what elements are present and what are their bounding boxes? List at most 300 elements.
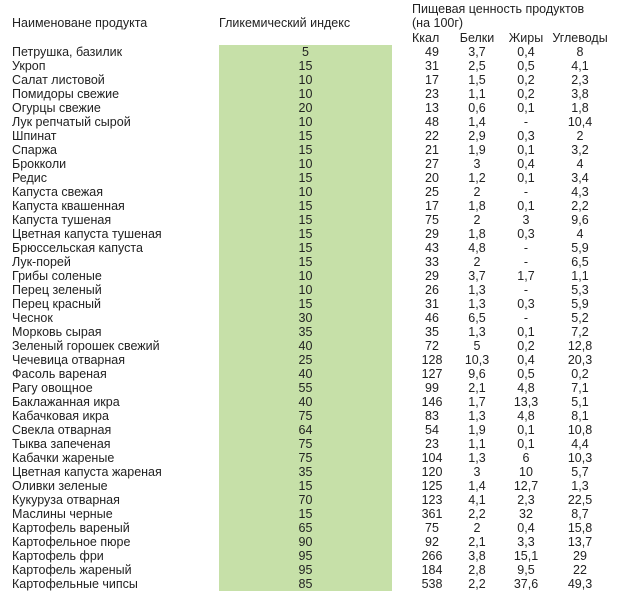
kcal-cell: 13 [425, 101, 439, 115]
kcal-cell: 54 [425, 423, 439, 437]
carbs-cell: 3,4 [571, 171, 589, 185]
table-row [12, 339, 610, 353]
kcal-cell: 23 [425, 437, 439, 451]
fat-cell: 37,6 [513, 577, 539, 591]
product-name-cell: Цветная капуста тушеная [12, 227, 162, 241]
carbs-cell: 4,3 [571, 185, 589, 199]
glycemic-index-cell: 75 [219, 409, 392, 423]
glycemic-index-table [12, 0, 610, 591]
carbs-cell: 5,7 [571, 465, 589, 479]
header-kcal: Ккал [412, 31, 440, 45]
kcal-cell: 120 [421, 465, 443, 479]
spacer-cell [392, 59, 412, 73]
product-name-cell: Рагу овощное [12, 381, 93, 395]
spacer-cell [392, 199, 412, 213]
spacer-cell [392, 549, 412, 563]
protein-cell: 3,8 [468, 549, 486, 563]
spacer-cell [392, 353, 412, 367]
table-row [12, 199, 610, 213]
table-row [12, 269, 610, 283]
product-name-cell: Кукуруза отварная [12, 493, 120, 507]
product-name-cell: Картофельное пюре [12, 535, 131, 549]
spacer-cell [392, 87, 412, 101]
product-name-cell: Укроп [12, 59, 46, 73]
header-row-top [12, 0, 610, 30]
carbs-cell: 1,1 [571, 269, 589, 283]
glycemic-index-cell: 10 [219, 185, 392, 199]
protein-cell: 3,7 [468, 269, 486, 283]
table-row [12, 311, 610, 325]
table-row [12, 241, 610, 255]
spacer-cell [392, 73, 412, 87]
spacer-cell [392, 101, 412, 115]
fat-cell: 1,7 [517, 269, 535, 283]
header-nutrition [412, 0, 610, 30]
spacer-cell [392, 129, 412, 143]
carbs-cell: 0,2 [571, 367, 589, 381]
glycemic-index-cell: 15 [219, 129, 392, 143]
protein-cell: 1,2 [468, 171, 486, 185]
kcal-cell: 266 [421, 549, 443, 563]
header-spacer [392, 0, 412, 45]
spacer-cell [392, 283, 412, 297]
spacer-cell [392, 325, 412, 339]
glycemic-index-cell: 15 [219, 171, 392, 185]
table-row [12, 395, 610, 409]
fat-cell: 0,2 [517, 73, 535, 87]
table-row [12, 87, 610, 101]
fat-cell: 0,3 [517, 297, 535, 311]
protein-cell: 1,3 [468, 297, 486, 311]
product-name-cell: Картофель жареный [12, 563, 132, 577]
header-nutrition-line2: (на 100г) [412, 16, 464, 30]
product-name-cell: Чечевица отварная [12, 353, 125, 367]
carbs-cell: 3,2 [571, 143, 589, 157]
glycemic-index-cell: 55 [219, 381, 392, 395]
protein-cell: 2,1 [468, 381, 486, 395]
table-row [12, 115, 610, 129]
product-name-cell: Капуста свежая [12, 185, 104, 199]
carbs-cell: 3,8 [571, 87, 589, 101]
product-name-cell: Спаржа [12, 143, 58, 157]
spacer-cell [392, 437, 412, 451]
table-row [12, 493, 610, 507]
carbs-cell: 8,1 [571, 409, 589, 423]
glycemic-index-cell: 95 [219, 549, 392, 563]
glycemic-index-cell: 75 [219, 437, 392, 451]
table-row [12, 451, 610, 465]
header-fat: Жиры [508, 31, 544, 45]
fat-cell: 2,3 [517, 493, 535, 507]
product-name-cell: Перец зеленый [12, 283, 102, 297]
spacer-cell [392, 381, 412, 395]
product-name-cell: Брюссельская капуста [12, 241, 143, 255]
glycemic-index-cell: 15 [219, 241, 392, 255]
carbs-cell: 10,3 [567, 451, 593, 465]
kcal-cell: 75 [425, 213, 439, 227]
protein-cell: 1,3 [468, 283, 486, 297]
table-row [12, 577, 610, 591]
carbs-cell: 22 [573, 563, 587, 577]
carbs-cell: 7,2 [571, 325, 589, 339]
kcal-cell: 17 [425, 199, 439, 213]
glycemic-index-cell: 35 [219, 465, 392, 479]
spacer-cell [392, 171, 412, 185]
protein-cell: 2,5 [468, 59, 486, 73]
fat-cell: 4,8 [517, 381, 535, 395]
product-name-cell: Лук-порей [12, 255, 71, 269]
protein-cell: 1,4 [468, 479, 486, 493]
spacer-cell [392, 227, 412, 241]
glycemic-index-cell: 40 [219, 367, 392, 381]
spacer-cell [392, 451, 412, 465]
product-name-cell: Лук репчатый сырой [12, 115, 131, 129]
fat-cell: 0,4 [517, 45, 535, 59]
protein-cell: 3,7 [468, 45, 486, 59]
carbs-cell: 15,8 [567, 521, 593, 535]
header-protein: Белки [459, 31, 495, 45]
product-name-cell: Грибы соленые [12, 269, 102, 283]
fat-cell: - [523, 185, 529, 199]
table-row [12, 521, 610, 535]
spacer-cell [392, 157, 412, 171]
glycemic-index-cell: 15 [219, 227, 392, 241]
table-row [12, 563, 610, 577]
table-row [12, 143, 610, 157]
table-row [12, 409, 610, 423]
spacer-cell [392, 311, 412, 325]
fat-cell: - [523, 115, 529, 129]
glycemic-index-cell: 15 [219, 507, 392, 521]
product-name-cell: Перец красный [12, 297, 101, 311]
header-glycemic-index: Гликемический индекс [219, 16, 351, 30]
fat-cell: 0,4 [517, 353, 535, 367]
fat-cell: - [523, 311, 529, 325]
protein-cell: 4,1 [468, 493, 486, 507]
fat-cell: 9,5 [517, 563, 535, 577]
spacer-cell [392, 367, 412, 381]
kcal-cell: 31 [425, 297, 439, 311]
kcal-cell: 26 [425, 283, 439, 297]
product-name-cell: Кабачки жареные [12, 451, 115, 465]
kcal-cell: 123 [421, 493, 443, 507]
carbs-cell: 4 [576, 157, 584, 171]
fat-cell: 0,1 [517, 171, 535, 185]
spacer-cell [392, 535, 412, 549]
glycemic-index-cell: 95 [219, 563, 392, 577]
protein-cell: 1,9 [468, 423, 486, 437]
protein-cell: 1,3 [468, 451, 486, 465]
protein-cell: 1,3 [468, 325, 486, 339]
carbs-cell: 20,3 [567, 353, 593, 367]
protein-cell: 2,9 [468, 129, 486, 143]
spacer-cell [392, 241, 412, 255]
glycemic-index-cell: 64 [219, 423, 392, 437]
table-row [12, 227, 610, 241]
kcal-cell: 23 [425, 87, 439, 101]
fat-cell: 0,2 [517, 87, 535, 101]
fat-cell: 0,1 [517, 101, 535, 115]
glycemic-index-cell: 15 [219, 213, 392, 227]
fat-cell: 0,2 [517, 339, 535, 353]
table-row [12, 255, 610, 269]
kcal-cell: 184 [421, 563, 443, 577]
product-name-cell: Капуста квашенная [12, 199, 125, 213]
protein-cell: 1,9 [468, 143, 486, 157]
carbs-cell: 10,8 [567, 423, 593, 437]
spacer-cell [392, 45, 412, 59]
fat-cell: 0,4 [517, 521, 535, 535]
table-row [12, 297, 610, 311]
protein-cell: 5 [473, 339, 481, 353]
kcal-cell: 43 [425, 241, 439, 255]
carbs-cell: 13,7 [567, 535, 593, 549]
fat-cell: 0,1 [517, 437, 535, 451]
spacer-cell [392, 521, 412, 535]
kcal-cell: 538 [421, 577, 443, 591]
carbs-cell: 2 [576, 129, 584, 143]
kcal-cell: 35 [425, 325, 439, 339]
kcal-cell: 49 [425, 45, 439, 59]
table-row [12, 73, 610, 87]
protein-cell: 0,6 [468, 101, 486, 115]
glycemic-index-cell: 15 [219, 255, 392, 269]
protein-cell: 1,5 [468, 73, 486, 87]
product-name-cell: Брокколи [12, 157, 67, 171]
kcal-cell: 27 [425, 157, 439, 171]
carbs-cell: 12,8 [567, 339, 593, 353]
protein-cell: 2 [473, 185, 481, 199]
glycemic-index-cell: 10 [219, 269, 392, 283]
table-row [12, 423, 610, 437]
table-row [12, 479, 610, 493]
product-name-cell: Оливки зеленые [12, 479, 108, 493]
protein-cell: 2 [473, 521, 481, 535]
protein-cell: 6,5 [468, 311, 486, 325]
table-body [12, 45, 610, 591]
kcal-cell: 75 [425, 521, 439, 535]
spacer-cell [392, 115, 412, 129]
carbs-cell: 10,4 [567, 115, 593, 129]
fat-cell: 4,8 [517, 409, 535, 423]
protein-cell: 10,3 [464, 353, 490, 367]
glycemic-index-cell: 25 [219, 353, 392, 367]
protein-cell: 1,8 [468, 227, 486, 241]
carbs-cell: 1,3 [571, 479, 589, 493]
fat-cell: 3 [522, 213, 530, 227]
spacer-cell [392, 269, 412, 283]
kcal-cell: 104 [421, 451, 443, 465]
product-name-cell: Картофель фри [12, 549, 104, 563]
table-row [12, 283, 610, 297]
glycemic-index-cell: 10 [219, 115, 392, 129]
product-name-cell: Картофель вареный [12, 521, 130, 535]
carbs-cell: 5,1 [571, 395, 589, 409]
kcal-cell: 46 [425, 311, 439, 325]
carbs-cell: 7,1 [571, 381, 589, 395]
kcal-cell: 83 [425, 409, 439, 423]
carbs-cell: 4,4 [571, 437, 589, 451]
fat-cell: 0,5 [517, 367, 535, 381]
carbs-cell: 22,5 [567, 493, 593, 507]
table-row [12, 45, 610, 59]
protein-cell: 1,8 [468, 199, 486, 213]
carbs-cell: 29 [573, 549, 587, 563]
kcal-cell: 72 [425, 339, 439, 353]
glycemic-index-cell: 15 [219, 199, 392, 213]
table-row [12, 381, 610, 395]
table-row [12, 535, 610, 549]
glycemic-index-cell: 15 [219, 297, 392, 311]
table-row [12, 367, 610, 381]
glycemic-index-cell: 40 [219, 395, 392, 409]
kcal-cell: 29 [425, 227, 439, 241]
table-row [12, 59, 610, 73]
carbs-cell: 2,2 [571, 199, 589, 213]
carbs-cell: 6,5 [571, 255, 589, 269]
glycemic-index-cell: 15 [219, 143, 392, 157]
carbs-cell: 5,9 [571, 297, 589, 311]
protein-cell: 2,8 [468, 563, 486, 577]
spacer-cell [392, 395, 412, 409]
table-row [12, 353, 610, 367]
table-row [12, 171, 610, 185]
protein-cell: 2,1 [468, 535, 486, 549]
table-row [12, 129, 610, 143]
table-row [12, 549, 610, 563]
protein-cell: 2,2 [468, 507, 486, 521]
spacer-cell [392, 409, 412, 423]
kcal-cell: 33 [425, 255, 439, 269]
glycemic-index-cell: 40 [219, 339, 392, 353]
spacer-cell [392, 493, 412, 507]
product-name-cell: Шпинат [12, 129, 57, 143]
protein-cell: 9,6 [468, 367, 486, 381]
protein-cell: 4,8 [468, 241, 486, 255]
fat-cell: 0,3 [517, 227, 535, 241]
kcal-cell: 48 [425, 115, 439, 129]
product-name-cell: Морковь сырая [12, 325, 102, 339]
carbs-cell: 8 [576, 45, 584, 59]
carbs-cell: 5,3 [571, 283, 589, 297]
protein-cell: 3 [473, 465, 481, 479]
fat-cell: 15,1 [513, 549, 539, 563]
product-name-cell: Редис [12, 171, 47, 185]
kcal-cell: 127 [421, 367, 443, 381]
kcal-cell: 31 [425, 59, 439, 73]
carbs-cell: 1,8 [571, 101, 589, 115]
fat-cell: 0,4 [517, 157, 535, 171]
product-name-cell: Маслины черные [12, 507, 113, 521]
glycemic-index-cell: 5 [219, 45, 392, 59]
spacer-cell [392, 465, 412, 479]
fat-cell: 0,1 [517, 143, 535, 157]
kcal-cell: 146 [421, 395, 443, 409]
table-row [12, 325, 610, 339]
carbs-cell: 4 [576, 227, 584, 241]
protein-cell: 2,2 [468, 577, 486, 591]
protein-cell: 1,3 [468, 409, 486, 423]
spacer-cell [392, 423, 412, 437]
fat-cell: 0,1 [517, 423, 535, 437]
spacer-cell [392, 185, 412, 199]
spacer-cell [392, 577, 412, 591]
kcal-cell: 25 [425, 185, 439, 199]
kcal-cell: 125 [421, 479, 443, 493]
kcal-cell: 128 [421, 353, 443, 367]
product-name-cell: Тыква запеченая [12, 437, 111, 451]
glycemic-index-cell: 70 [219, 493, 392, 507]
glycemic-index-cell: 15 [219, 479, 392, 493]
fat-cell: - [523, 255, 529, 269]
kcal-cell: 92 [425, 535, 439, 549]
fat-cell: 32 [519, 507, 533, 521]
product-name-cell: Картофельные чипсы [12, 577, 138, 591]
spacer-cell [392, 563, 412, 577]
fat-cell: 12,7 [513, 479, 539, 493]
fat-cell: 3,3 [517, 535, 535, 549]
protein-cell: 1,1 [468, 437, 486, 451]
header-product-name: Наименоване продукта [12, 16, 148, 30]
protein-cell: 1,7 [468, 395, 486, 409]
fat-cell: - [523, 241, 529, 255]
product-name-cell: Чеснок [12, 311, 53, 325]
glycemic-index-cell: 10 [219, 87, 392, 101]
table-row [12, 437, 610, 451]
carbs-cell: 2,3 [571, 73, 589, 87]
fat-cell: 0,5 [517, 59, 535, 73]
glycemic-index-cell: 90 [219, 535, 392, 549]
product-name-cell: Кабачковая икра [12, 409, 109, 423]
fat-cell: - [523, 283, 529, 297]
protein-cell: 2 [473, 213, 481, 227]
carbs-cell: 5,2 [571, 311, 589, 325]
glycemic-index-cell: 85 [219, 577, 392, 591]
fat-cell: 6 [522, 451, 530, 465]
kcal-cell: 22 [425, 129, 439, 143]
fat-cell: 10 [519, 465, 533, 479]
table-row [12, 101, 610, 115]
header-nutrition-line1: Пищевая ценность продуктов [412, 2, 585, 16]
glycemic-index-cell: 65 [219, 521, 392, 535]
protein-cell: 3 [473, 157, 481, 171]
glycemic-index-cell: 30 [219, 311, 392, 325]
fat-cell: 0,3 [517, 129, 535, 143]
table-row [12, 185, 610, 199]
spacer-cell [392, 297, 412, 311]
kcal-cell: 29 [425, 269, 439, 283]
product-name-cell: Цветная капуста жареная [12, 465, 162, 479]
product-name-cell: Огурцы свежие [12, 101, 101, 115]
glycemic-index-cell: 20 [219, 101, 392, 115]
table-row [12, 213, 610, 227]
kcal-cell: 99 [425, 381, 439, 395]
spacer-cell [392, 479, 412, 493]
product-name-cell: Помидоры свежие [12, 87, 120, 101]
carbs-cell: 4,1 [571, 59, 589, 73]
product-name-cell: Петрушка, базилик [12, 45, 123, 59]
spacer-cell [392, 213, 412, 227]
glycemic-index-cell: 15 [219, 59, 392, 73]
glycemic-index-cell: 10 [219, 73, 392, 87]
fat-cell: 13,3 [513, 395, 539, 409]
product-name-cell: Баклажанная икра [12, 395, 120, 409]
product-name-cell: Салат листовой [12, 73, 105, 87]
carbs-cell: 8,7 [571, 507, 589, 521]
glycemic-index-cell: 75 [219, 451, 392, 465]
table-row [12, 507, 610, 521]
table-row [12, 157, 610, 171]
